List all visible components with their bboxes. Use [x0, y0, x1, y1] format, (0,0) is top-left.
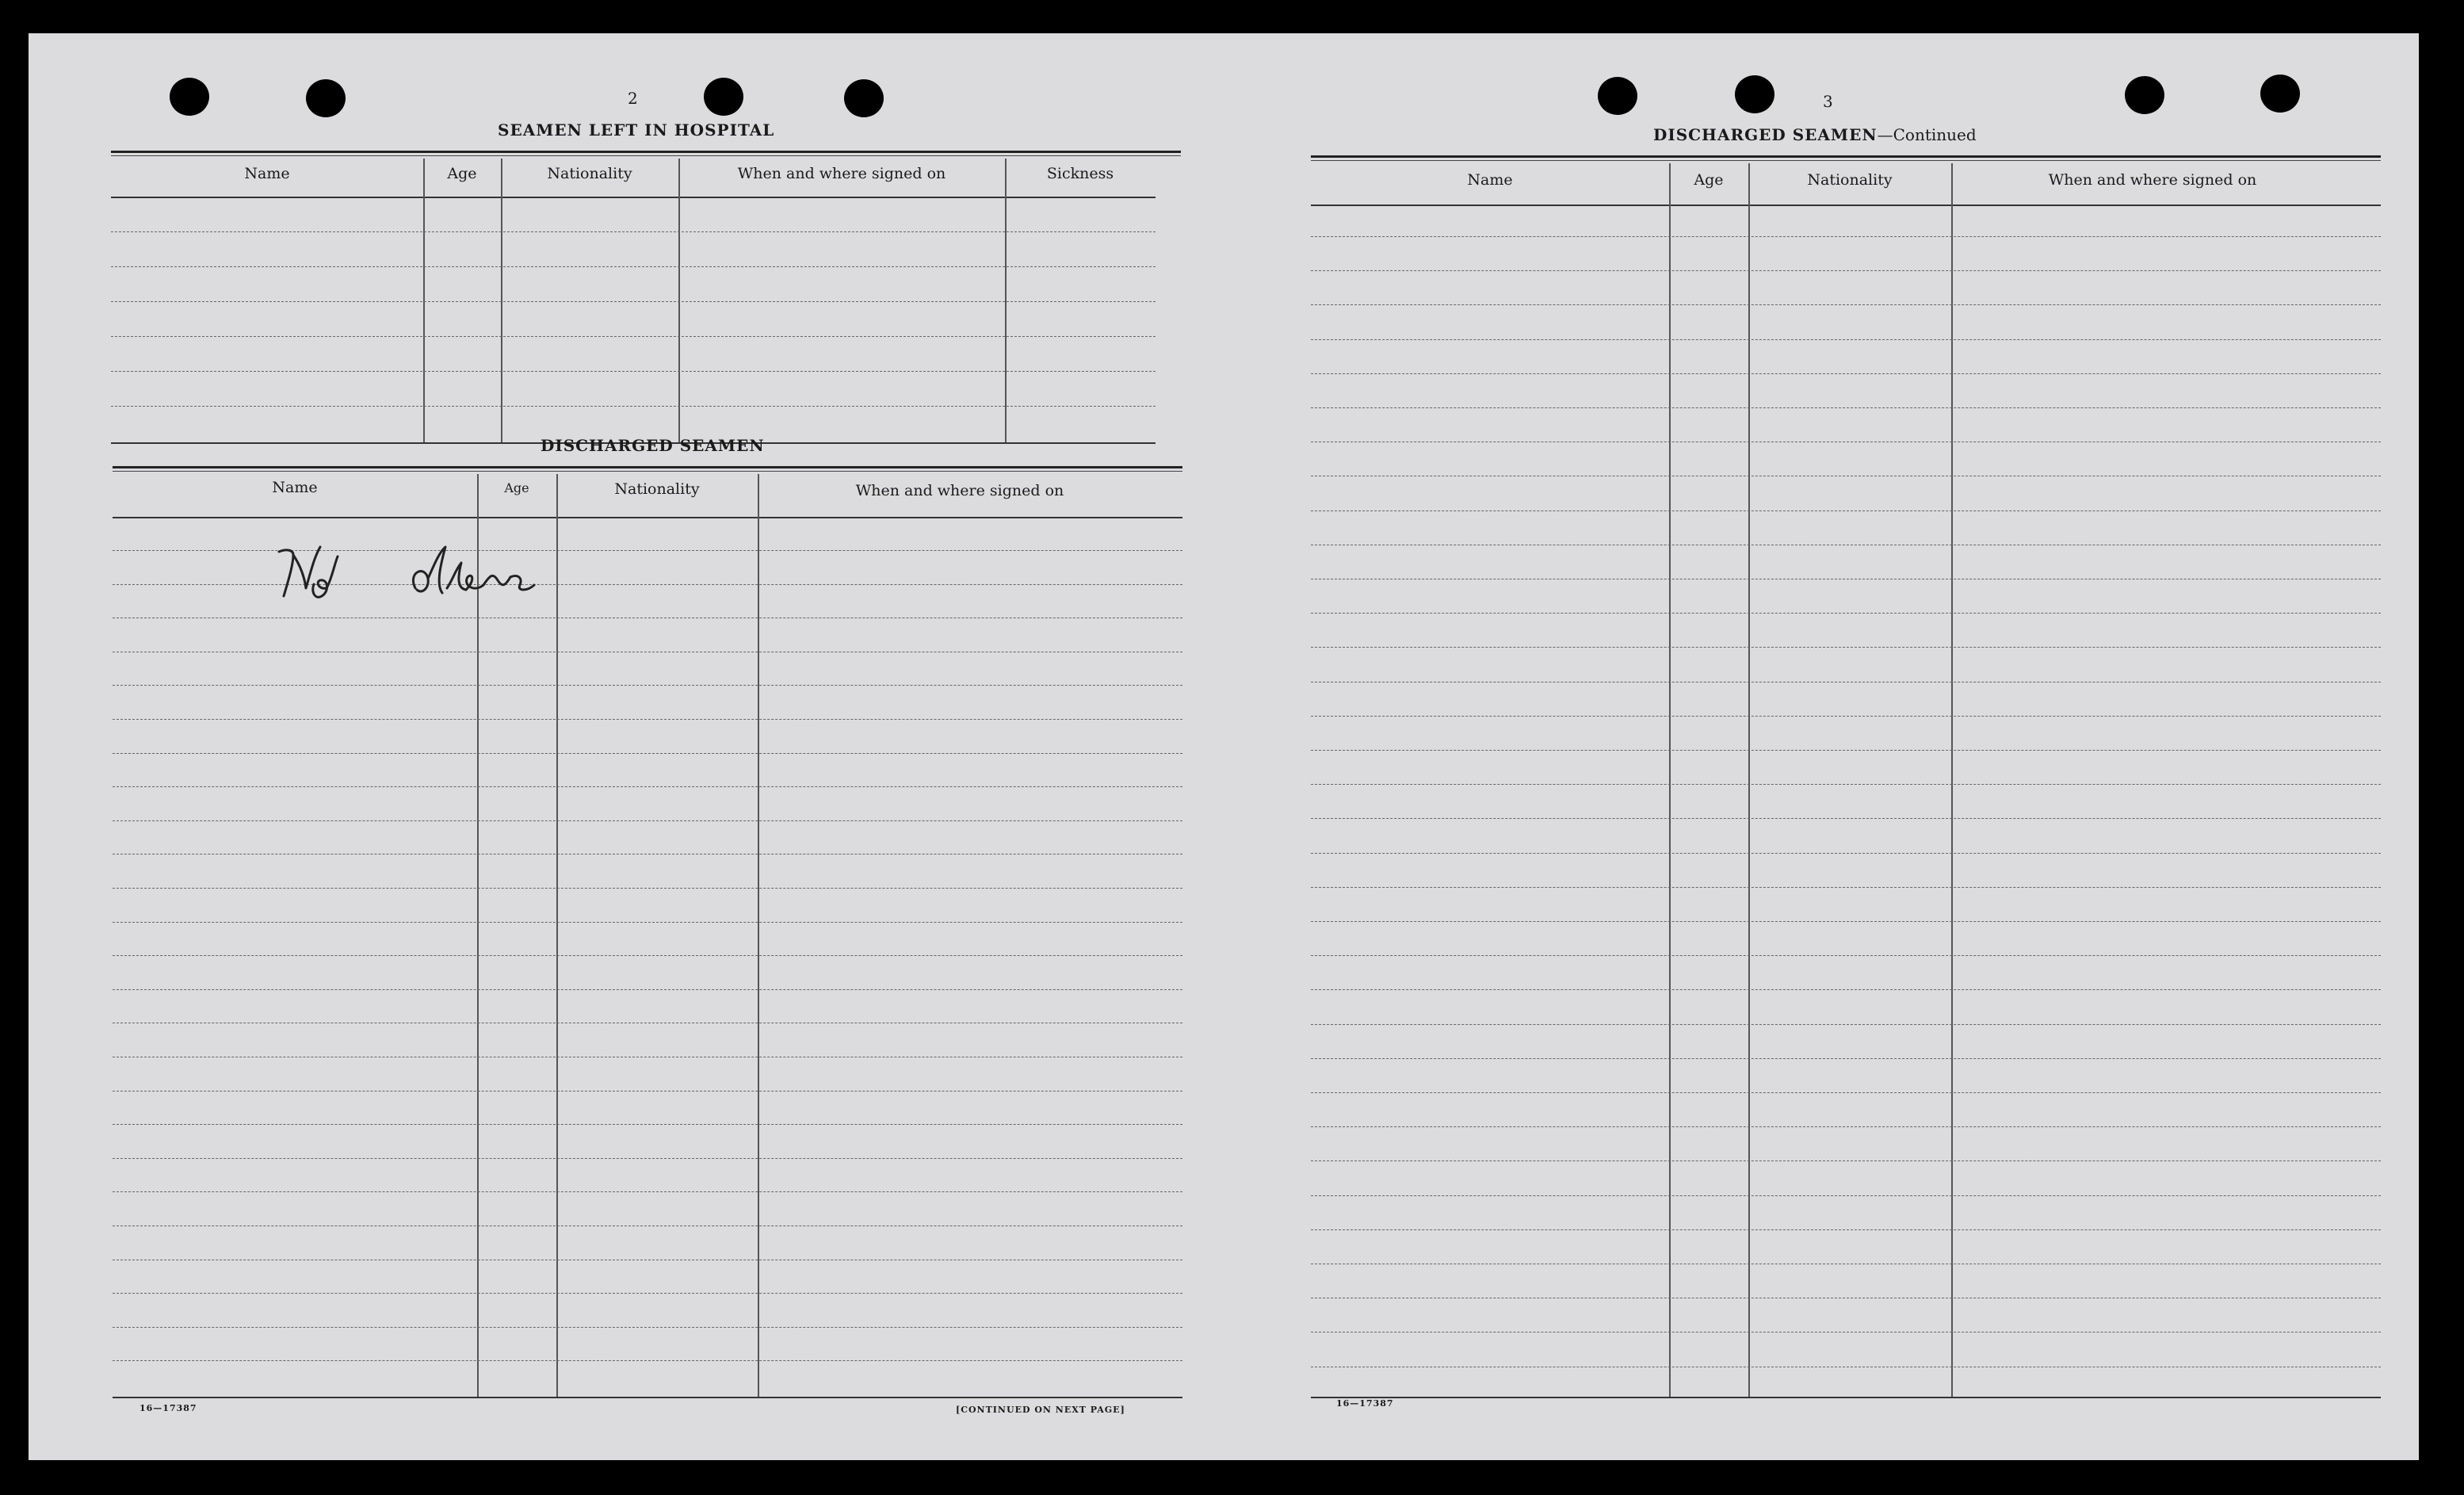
table-row — [1311, 1195, 2381, 1196]
col-header-signed-on: When and where signed on — [855, 482, 1064, 499]
table-row — [1311, 647, 2381, 648]
table-row — [1311, 304, 2381, 305]
table-row — [1311, 1058, 2381, 1059]
form-number: 16—17387 — [1336, 1398, 1394, 1409]
col-header-age: Age — [1694, 171, 1724, 189]
table-row — [113, 1091, 1182, 1092]
table-row — [113, 820, 1182, 821]
col-header-name: Name — [272, 479, 318, 496]
page-number: 3 — [1823, 92, 1833, 111]
table-row — [1311, 955, 2381, 956]
table-row — [113, 719, 1182, 720]
table-row — [1311, 921, 2381, 922]
col-header-age: Age — [504, 480, 529, 495]
table-row — [1311, 613, 2381, 614]
col-header-signed-on: When and where signed on — [737, 165, 946, 182]
table-row — [1311, 1160, 2381, 1161]
punch-hole — [1598, 77, 1637, 115]
table-row — [1311, 510, 2381, 511]
page-number: 2 — [628, 89, 638, 108]
col-header-age: Age — [447, 165, 477, 182]
table-row — [1311, 1126, 2381, 1127]
table-row — [113, 1293, 1182, 1294]
col-header-nationality: Nationality — [547, 165, 632, 182]
table-row — [113, 753, 1182, 754]
table-row — [113, 1225, 1182, 1226]
table-row — [1311, 339, 2381, 340]
table-row — [113, 989, 1182, 990]
col-header-nationality: Nationality — [1807, 171, 1893, 189]
table-row — [1311, 784, 2381, 785]
col-header-nationality: Nationality — [614, 480, 700, 498]
hospital-section-title: SEAMEN LEFT IN HOSPITAL — [498, 120, 775, 140]
punch-hole — [1735, 75, 1774, 113]
col-header-sickness: Sickness — [1046, 165, 1114, 182]
table-row — [1311, 373, 2381, 374]
table-row — [113, 955, 1182, 956]
table-row — [1311, 750, 2381, 751]
table-row — [113, 1360, 1182, 1361]
punch-hole — [2260, 75, 2300, 113]
table-row — [113, 888, 1182, 889]
discharged-continued-table — [1311, 155, 2381, 1400]
col-header-name: Name — [1467, 171, 1513, 189]
table-row — [1311, 407, 2381, 408]
table-row — [113, 1158, 1182, 1159]
table-row — [1311, 1229, 2381, 1230]
col-header-signed-on: When and where signed on — [2048, 171, 2257, 189]
form-number: 16—17387 — [139, 1403, 197, 1413]
table-row — [113, 1191, 1182, 1192]
table-row — [1311, 1092, 2381, 1093]
handwritten-no-aliens — [258, 541, 623, 620]
table-row — [113, 685, 1182, 686]
table-row — [113, 854, 1182, 855]
discharged-continued-title: DISCHARGED SEAMEN—Continued — [1653, 125, 1977, 144]
punch-hole — [2125, 76, 2164, 114]
table-row — [1311, 270, 2381, 271]
hospital-table — [111, 151, 1181, 449]
table-row — [1311, 236, 2381, 237]
continued-note: [CONTINUED ON NEXT PAGE] — [956, 1405, 1125, 1415]
table-row — [113, 786, 1182, 787]
table-row — [1311, 853, 2381, 854]
table-row — [1311, 1024, 2381, 1025]
punch-hole — [844, 79, 884, 117]
discharged-section-title: DISCHARGED SEAMEN — [541, 436, 765, 455]
form-sheet — [29, 33, 2419, 1460]
punch-hole — [704, 78, 743, 116]
table-row — [1311, 716, 2381, 717]
punch-hole — [170, 78, 209, 116]
table-row — [113, 922, 1182, 923]
table-row — [1311, 989, 2381, 990]
table-row — [1311, 887, 2381, 888]
table-row — [1311, 818, 2381, 819]
table-row — [113, 1327, 1182, 1328]
punch-hole — [306, 79, 346, 117]
table-row — [113, 1124, 1182, 1125]
col-header-name: Name — [244, 165, 290, 182]
